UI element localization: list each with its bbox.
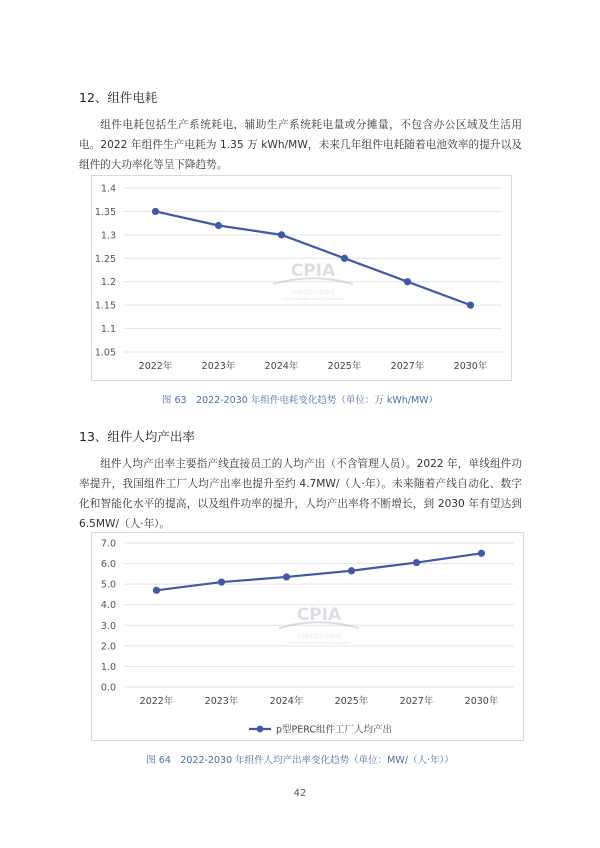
chart-2-frame xyxy=(91,532,524,741)
section-12-paragraph xyxy=(79,115,522,175)
chart-1-caption: 图 63 2022-2030 年组件电耗变化趋势（单位：万 kWh/MW） xyxy=(161,395,439,406)
legend-marker xyxy=(257,726,264,733)
x-tick-label: 2023年 xyxy=(204,696,239,707)
y-tick-label: 2.0 xyxy=(100,641,116,653)
y-tick-label: 1.15 xyxy=(94,300,116,312)
x-tick-label: 2022年 xyxy=(138,361,173,372)
section-13-heading: 13、组件人均产出率 xyxy=(79,429,195,444)
y-tick-label: 1.4 xyxy=(100,183,116,195)
series-line xyxy=(157,553,482,590)
y-tick-label: 1.05 xyxy=(94,347,116,359)
y-tick-label: 1.1 xyxy=(100,324,116,336)
data-point xyxy=(478,550,485,557)
data-point xyxy=(283,573,290,580)
y-tick-label: 7.0 xyxy=(100,538,116,550)
y-tick-label: 5.0 xyxy=(100,579,116,591)
watermark-logo-text: CPIA xyxy=(296,605,342,626)
section-13-text: 组件人均产出率主要指产线直接员工的人均产出（不含管理人员）。2022 年，单线组件功率提升，我国组件工厂人均产出率也提升至约 4.7MW/（人·年）。未来随着产线自动化、数字化和智能化水平的提高，以及组件功率的提升，人均产出率将不断增长，到 2030 年有望达到 6.5MW/（人·年）。 xyxy=(79,458,522,530)
y-tick-label: 3.0 xyxy=(100,620,116,632)
chart-1-svg xyxy=(92,176,511,380)
x-tick-label: 2022年 xyxy=(139,696,174,707)
y-tick-label: 4.0 xyxy=(100,600,116,612)
y-tick-label: 1.3 xyxy=(100,230,116,242)
y-tick-label: 1.25 xyxy=(94,253,116,265)
data-point xyxy=(152,208,159,215)
x-tick-label: 2024年 xyxy=(269,696,304,707)
watermark-logo-text: CPIA xyxy=(290,261,336,282)
y-tick-label: 0.0 xyxy=(100,682,116,694)
y-tick-label: 1.35 xyxy=(94,206,116,218)
section-12-heading: 12、组件电耗 xyxy=(79,90,158,105)
page-number: 42 xyxy=(293,788,307,799)
legend-label: p型PERC组件工厂人均产出 xyxy=(276,724,393,736)
y-tick-label: 1.2 xyxy=(100,277,116,289)
chart-2-svg xyxy=(92,533,523,740)
y-tick-label: 6.0 xyxy=(100,559,116,571)
section-12-text: 组件电耗包括生产系统耗电，辅助生产系统耗电量或分摊量，不包含办公区域及生活用电。2022 年组件生产电耗为 1.35 万 kWh/MW，未来几年组件电耗随着电池效率的提升以及组件的大功率化等呈下降趋势。 xyxy=(79,119,522,171)
data-point xyxy=(215,222,222,229)
chart-2-caption: 图 64 2022-2030 年组件人均产出率变化趋势（单位：MW/（人·年）） xyxy=(146,755,454,766)
data-point xyxy=(341,255,348,262)
x-tick-label: 2030年 xyxy=(464,696,499,707)
y-tick-label: 1.0 xyxy=(100,661,116,673)
data-point xyxy=(348,567,355,574)
watermark-org-text: 中国光伏行业协会 xyxy=(290,290,336,297)
cpia-watermark xyxy=(279,605,359,645)
x-tick-label: 2027年 xyxy=(390,361,425,372)
x-tick-label: 2027年 xyxy=(399,696,434,707)
x-tick-label: 2025年 xyxy=(334,696,369,707)
section-13-paragraph xyxy=(79,454,522,534)
data-point xyxy=(278,231,285,238)
x-tick-label: 2024年 xyxy=(264,361,299,372)
x-tick-label: 2025年 xyxy=(327,361,362,372)
watermark-sub-text: China Photovoltaic Industry Association xyxy=(281,297,345,302)
data-point xyxy=(413,559,420,566)
chart-1-frame xyxy=(91,175,512,381)
cpia-watermark xyxy=(273,261,353,301)
data-point xyxy=(467,302,474,309)
watermark-sub-text: China Photovoltaic Industry Association xyxy=(287,641,351,646)
data-point xyxy=(404,278,411,285)
data-point xyxy=(218,578,225,585)
data-point xyxy=(153,587,160,594)
x-tick-label: 2023年 xyxy=(201,361,236,372)
watermark-org-text: 中国光伏行业协会 xyxy=(296,634,342,641)
x-tick-label: 2030年 xyxy=(453,361,488,372)
